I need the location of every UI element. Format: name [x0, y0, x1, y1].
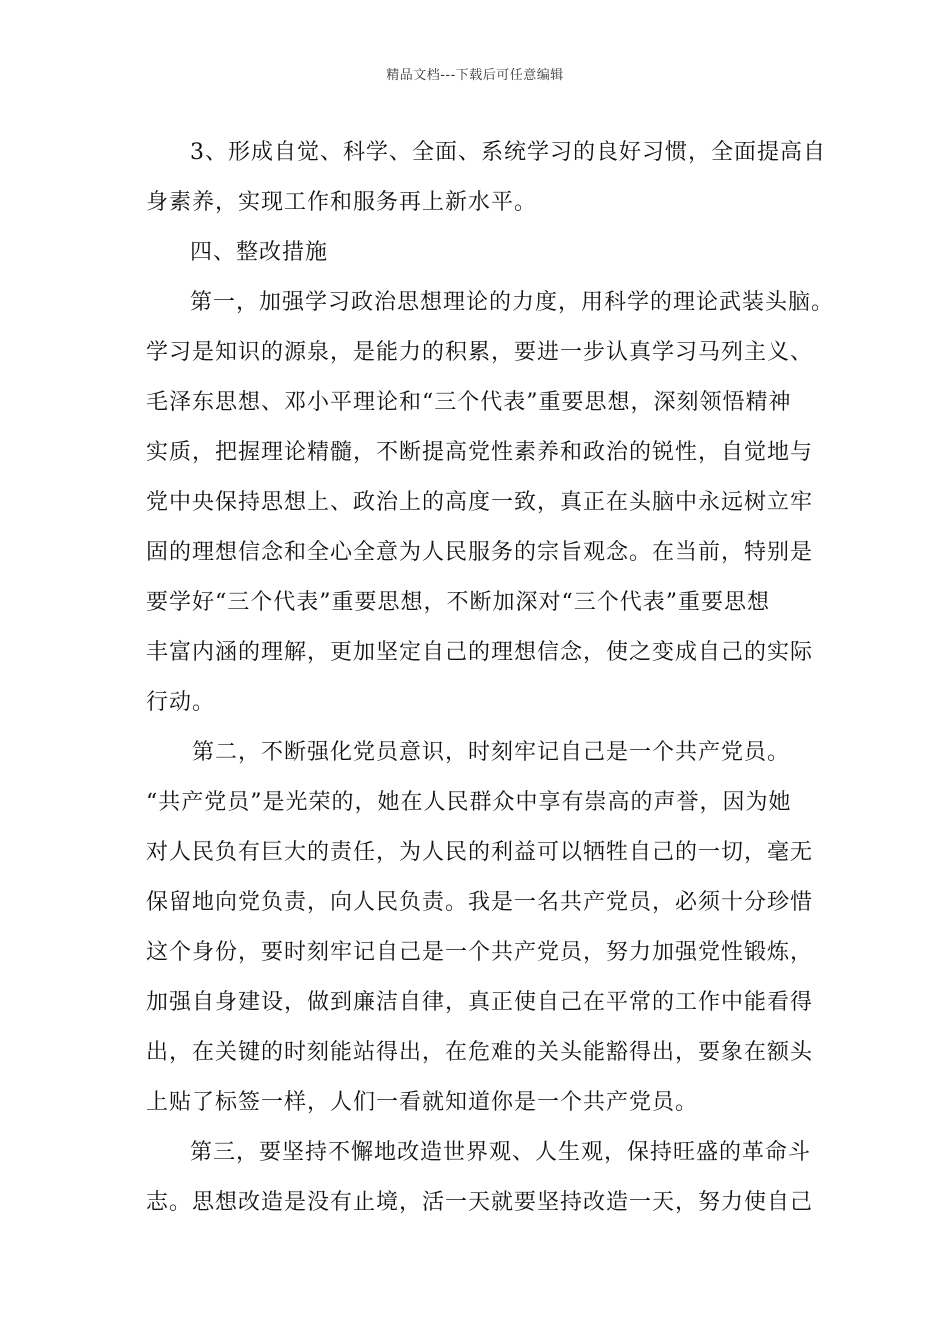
page-header: 精品文档---下载后可任意编辑: [386, 68, 564, 83]
text-line: 出，在关键的时刻能站得出，在危难的关头能豁得出，要象在额头: [146, 1040, 814, 1065]
text-line: 第二，不断强化党员意识，时刻牢记自己是一个共产党员。: [192, 740, 791, 765]
text-line: 毛泽东思想、邓小平理论和“三个代表”重要思想，深刻领悟精神: [146, 390, 792, 415]
text-line: 这个身份，要时刻牢记自己是一个共产党员，努力加强党性锻炼，: [146, 940, 814, 965]
text-line: 党中央保持思想上、政治上的高度一致，真正在头脑中永远树立牢: [146, 490, 814, 515]
text-line: 上贴了标签一样，人们一看就知道你是一个共产党员。: [146, 1090, 699, 1115]
text-line: 第一，加强学习政治思想理论的力度，用科学的理论武装头脑。: [190, 290, 835, 315]
text-line: 要学好“三个代表”重要思想，不断加深对“三个代表”重要思想: [146, 590, 770, 615]
text-line: 行动。: [146, 690, 216, 715]
text-line: 3、形成自觉、科学、全面、系统学习的良好习惯，全面提高自: [190, 140, 826, 165]
text-line: 保留地向党负责，向人民负责。我是一名共产党员，必须十分珍惜: [146, 890, 814, 915]
text-line: 对人民负有巨大的责任，为人民的利益可以牺牲自己的一切，毫无: [146, 840, 814, 865]
text-line: 丰富内涵的理解，更加坚定自己的理想信念，使之变成自己的实际: [146, 640, 814, 665]
text-line: 加强自身建设，做到廉洁自律，真正使自己在平常的工作中能看得: [146, 990, 814, 1015]
text-line: 固的理想信念和全心全意为人民服务的宗旨观念。在当前，特别是: [146, 540, 814, 565]
section-heading: 四、整改措施: [190, 240, 329, 265]
text-line: “共产党员”是光荣的，她在人民群众中享有崇高的声誉，因为她: [146, 790, 792, 815]
text-line: 志。思想改造是没有止境，活一天就要坚持改造一天，努力使自己: [146, 1190, 814, 1215]
text-line: 身素养，实现工作和服务再上新水平。: [146, 190, 538, 215]
text-line: 学习是知识的源泉，是能力的积累，要进一步认真学习马列主义、: [146, 340, 814, 365]
text-line: 实质，把握理论精髓，不断提高党性素养和政治的锐性，自觉地与: [146, 440, 814, 465]
text-line: 第三，要坚持不懈地改造世界观、人生观，保持旺盛的革命斗: [190, 1140, 812, 1165]
